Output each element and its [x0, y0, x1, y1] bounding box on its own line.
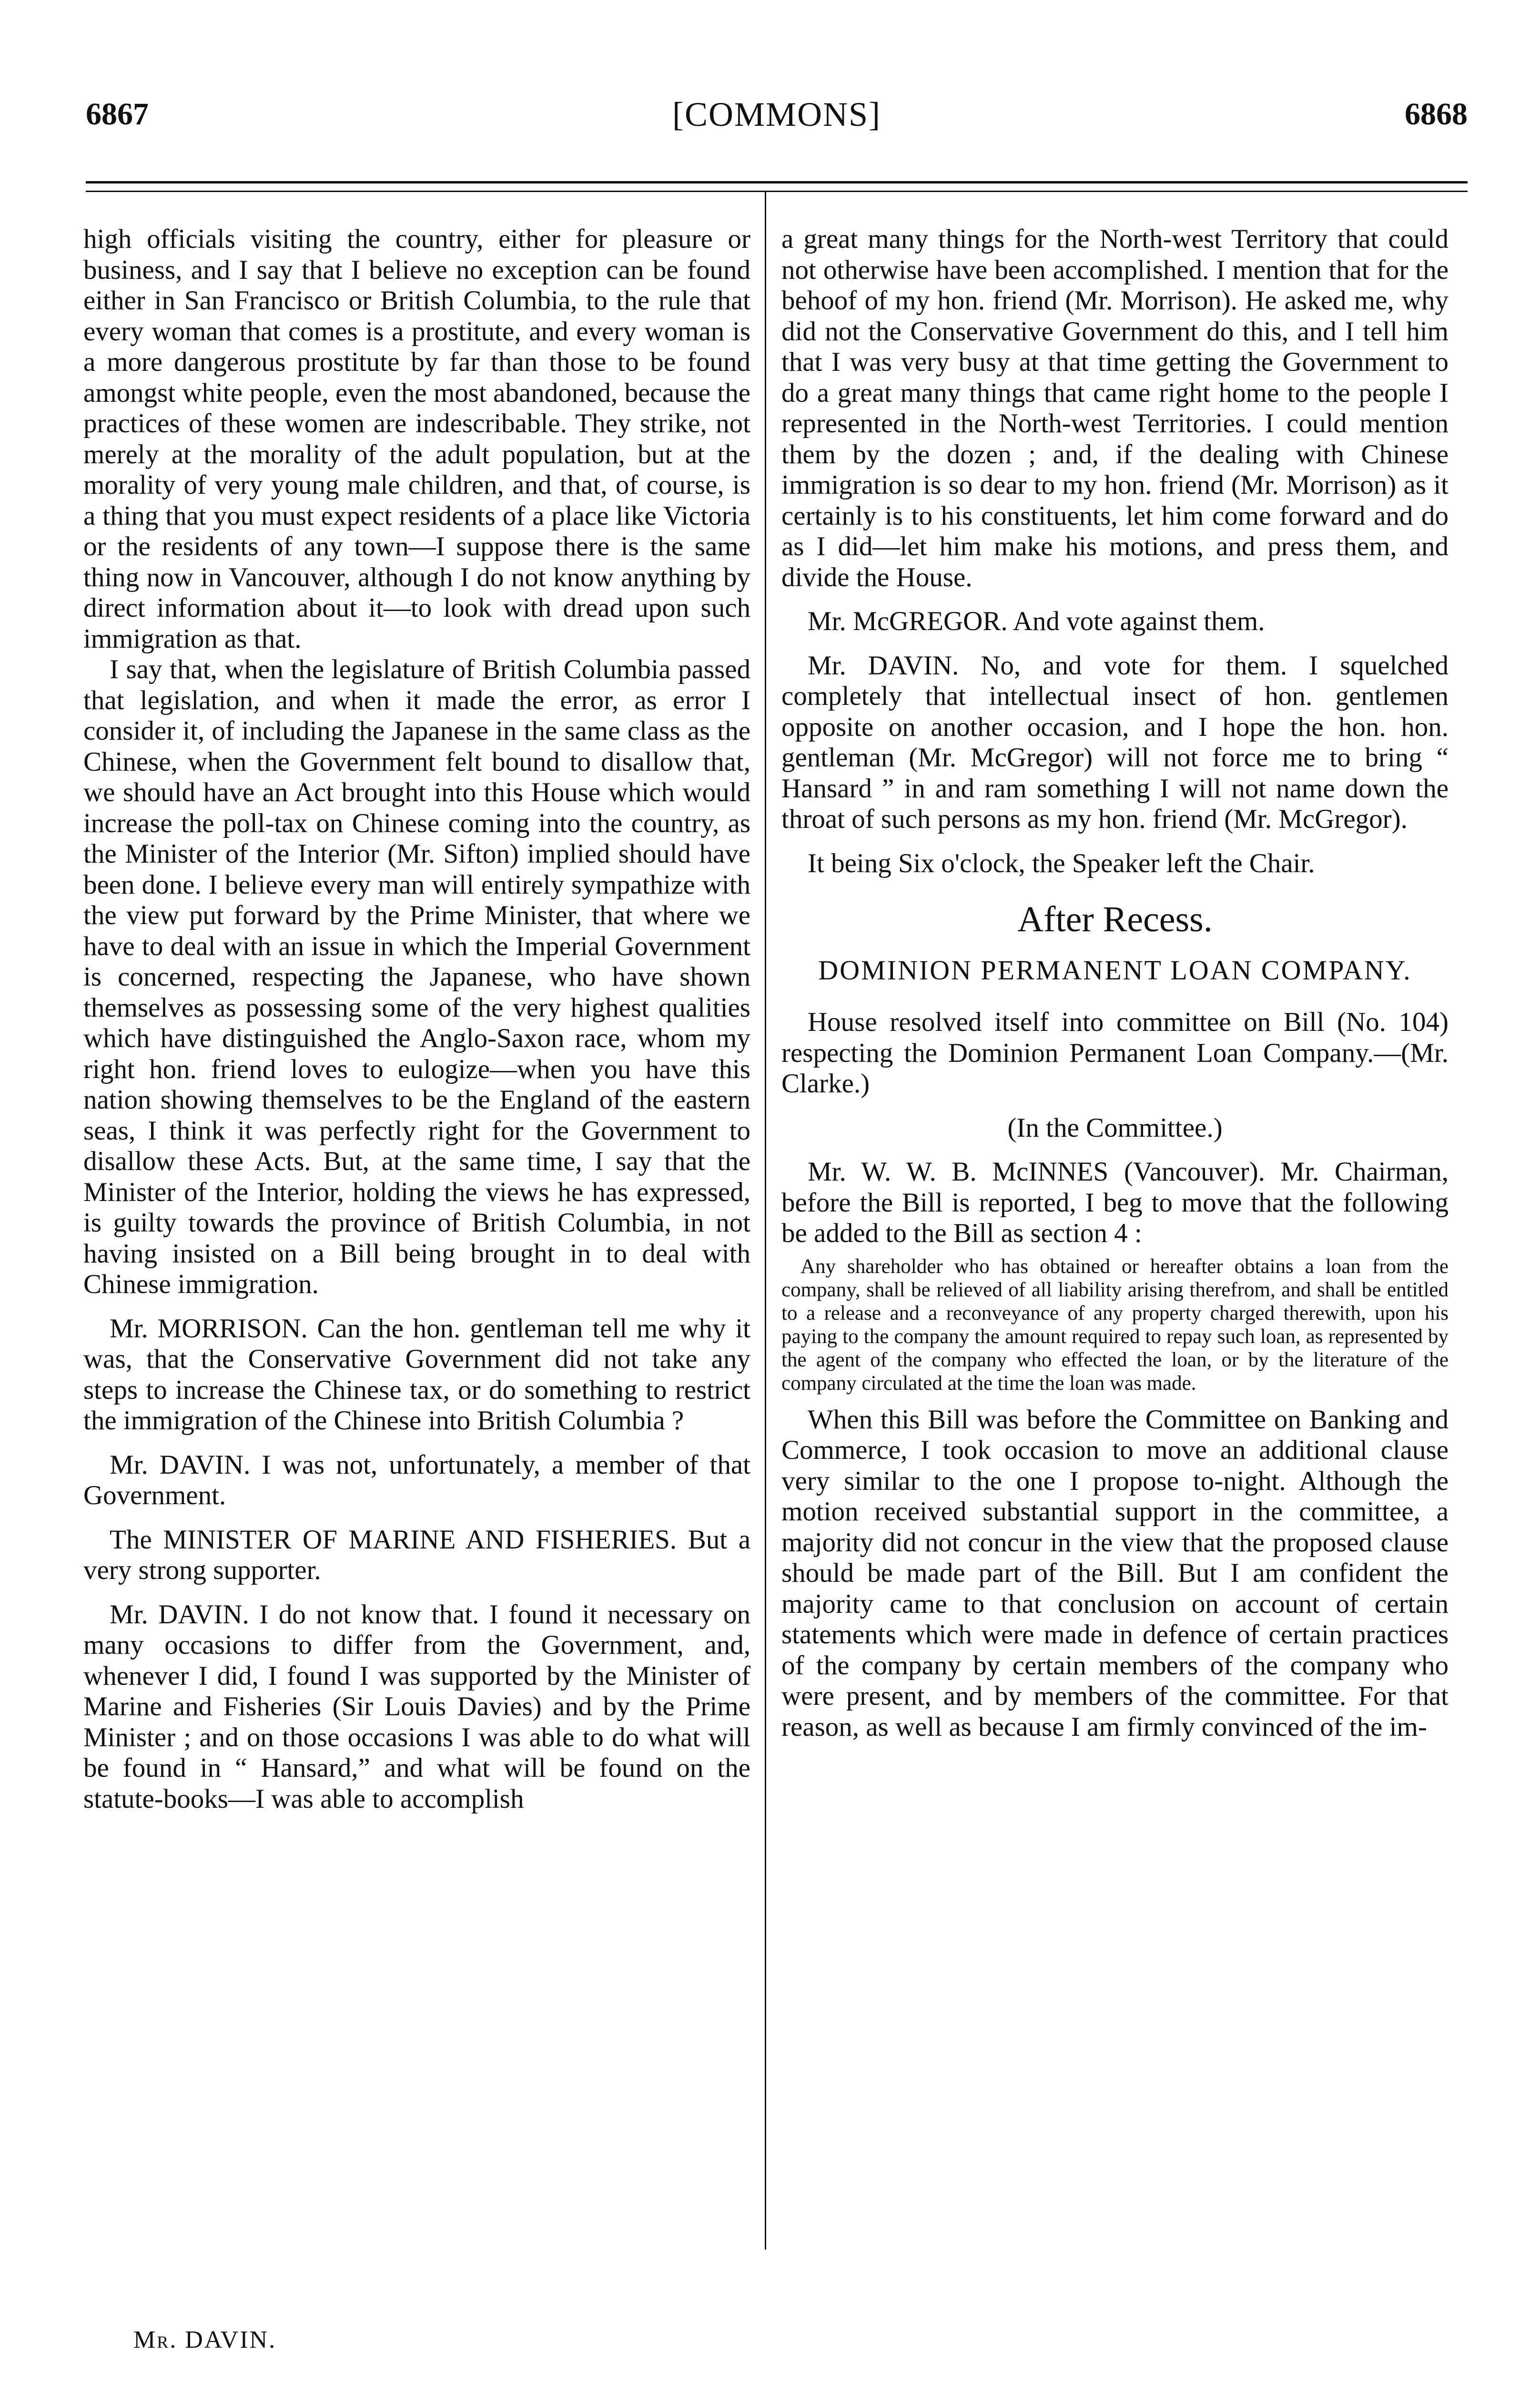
committee-note: (In the Committee.)	[1007, 1112, 1223, 1143]
left-column	[83, 224, 750, 1814]
paragraph: The MINISTER OF MARINE AND FISHERIES. But a very strong supporter.	[83, 1524, 750, 1585]
left-page-number: 6867	[86, 97, 149, 132]
paragraph: high officials visiting the country, either for pleasure or business, and I say that I believe no exception can be found either in San Francisco or British Columbia, to the rule that every woman that comes is a prostitute, and every woman is a more dangerous prostitute by far than those to be found amongst white people, even the most abandoned, because the practices of these women are indescribable. They strike, not merely at the morality of the adult population, but at the morality of very young male children, and that, of course, is a thing that you must expect residents of a place like Victoria or the residents of any town—I suppose there is the same thing now in Vancouver, although I do not know anything by direct information about it—to look with dread upon such immigration as that.	[83, 224, 750, 654]
paragraph: Mr. MORRISON. Can the hon. gentleman tell me why it was, that the Conservative Government did not take any steps to increase the Chinese tax, or do something to restrict the immigration of the Chinese into British Columbia ?	[83, 1313, 750, 1436]
section-subheading: DOMINION PERMANENT LOAN COMPANY.	[818, 955, 1412, 986]
quoted-clause: Any shareholder who has obtained or hereafter obtains a loan from the company, shall be relieved of all liability arising therefrom, and shall be entitled to a release and a reconveyance of any property charged therewith, upon his paying to the company the amount required to repay such loan, as represented by the agent of the company who effected the loan, or by the literature of the company circulated at the time the loan was made.	[781, 1255, 1449, 1395]
footer-speaker: Mr. DAVIN.	[133, 2326, 277, 2353]
paragraph: I say that, when the legislature of British Columbia passed that legislation, and when it made the error, as error I consider it, of including the Japanese in the same class as the Chinese, when the Government felt bound to disallow that, we should have an Act brought into this House which would increase the poll-tax on Chinese coming into the country, as the Minister of the Interior (Mr. Sifton) implied should have been done. I believe every man will entirely sympathize with the view put forward by the Prime Minister, that where we have to deal with an issue in which the Imperial Government is concerned, respecting the Japanese, who have shown themselves as possessing some of the very highest qualities which have distinguished the Anglo-Saxon race, whom my right hon. friend loves to eulogize—when you have this nation showing themselves to be the England of the eastern seas, I think it was perfectly right for the Government to disallow these Acts. But, at the same time, I say that the Minister of the Interior, holding the views he has expressed, is guilty towards the province of British Columbia, in not having insisted on a Bill being brought in to deal with Chinese immigration.	[83, 654, 750, 1299]
paragraph: It being Six o'clock, the Speaker left the Chair.	[808, 848, 1315, 878]
paragraph: Mr. DAVIN. No, and vote for them. I squelched completely that intellectual insect of hon. gentlemen opposite on another occasion, and I hope the hon. hon. gentleman (Mr. McGregor) will not force me to bring “ Hansard ” in and ram something I will not name down the throat of such persons as my hon. friend (Mr. McGregor).	[781, 650, 1449, 834]
paragraph: Mr. DAVIN. I was not, unfortunately, a member of that Government.	[83, 1449, 750, 1510]
right-column	[781, 224, 1449, 1742]
paragraph: Mr. DAVIN. I do not know that. I found it necessary on many occasions to differ from the Government, and, whenever I did, I found I was supported by the Minister of Marine and Fisheries (Sir Louis Davies) and by the Prime Minister ; and on those occasions I was able to do what will be found in “ Hansard,” and what will be found on the statute-books—I was able to accomplish	[83, 1599, 750, 1814]
page-header	[86, 93, 1468, 155]
paragraph: a great many things for the North-west Territory that could not otherwise have been accomplished. I mention that for the behoof of my hon. friend (Mr. Morrison). He asked me, why did not the Conservative Government do this, and I tell him that I was very busy at that time getting the Government to do a great many things that came right home to the people I represented in the North-west Territories. I could mention them by the dozen ; and, if the dealing with Chinese immigration is so dear to my hon. friend (Mr. Morrison) as it certainly is to his constituents, let him come forward and do as I did—let him make his motions, and press them, and divide the House.	[781, 224, 1449, 592]
section-heading: After Recess.	[1017, 899, 1213, 939]
header-rule	[86, 181, 1468, 183]
column-divider	[765, 191, 766, 2250]
paragraph: Mr. McGREGOR. And vote against them.	[808, 606, 1265, 636]
paragraph: House resolved itself into committee on Bill (No. 104) respecting the Dominion Permanent Loan Company.—(Mr. Clarke.)	[781, 1007, 1449, 1099]
header-rule-thin	[86, 191, 1468, 192]
paragraph: When this Bill was before the Committee on Banking and Commerce, I took occasion to move an additional clause very similar to the one I propose to-night. Although the motion received substantial support in the committee, a majority did not concur in the view that the proposed clause should be made part of the Bill. But I am confident the majority came to that conclusion on account of certain statements which were made in defence of certain practices of the company by certain members of the company who were present, and by members of the committee. For that reason, as well as because I am firmly convinced of the im-	[781, 1404, 1449, 1742]
right-page-number: 6868	[1405, 97, 1468, 132]
page-title: [COMMONS]	[672, 95, 881, 133]
paragraph: Mr. W. W. B. McINNES (Vancouver). Mr. Chairman, before the Bill is reported, I beg to move that the following be added to the Bill as section 4 :	[781, 1157, 1449, 1248]
